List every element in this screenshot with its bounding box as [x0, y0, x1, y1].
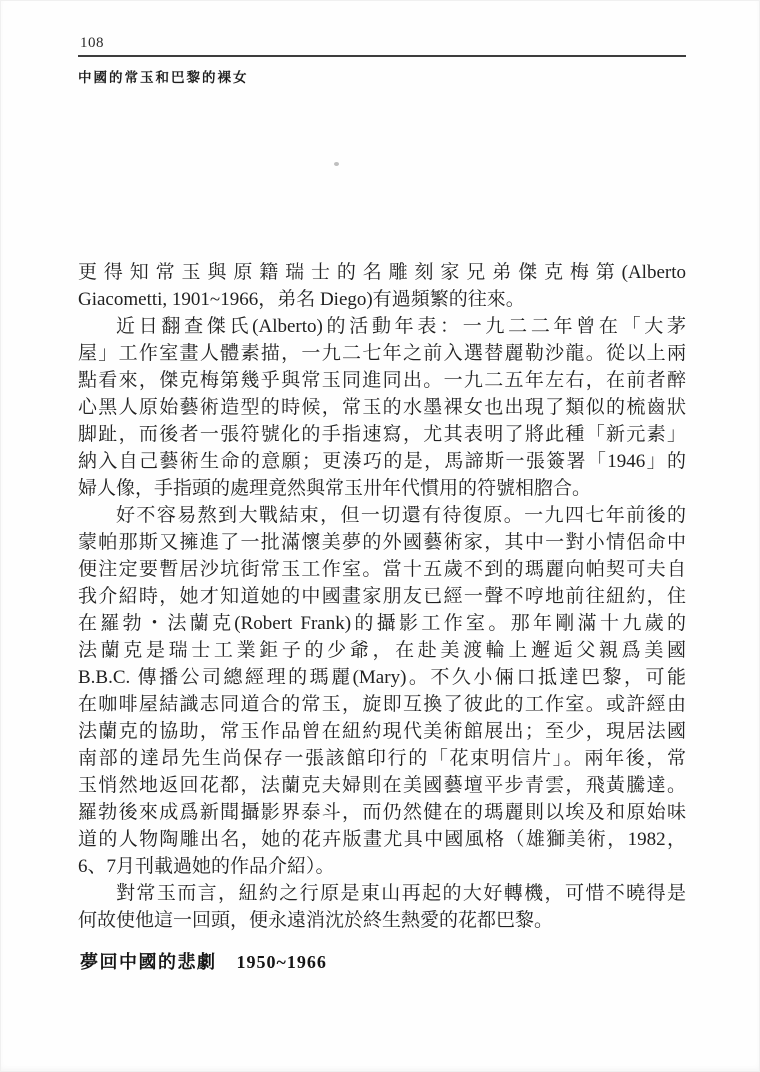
text-line: 在咖啡屋結識志同道合的常玉，旋即互換了彼此的工作室。或許經由 — [78, 694, 686, 715]
text-line: Giacometti, 1901~1966，弟名 Diego)有過頻繁的往來。 — [78, 289, 525, 310]
text-line: 點看來，傑克梅第幾乎與常玉同進同出。一九二五年左右，在前者醉 — [78, 370, 686, 391]
section-heading-years: 1950~1966 — [236, 952, 327, 972]
text-line: 法蘭克是瑞士工業鉅子的少爺，在赴美渡輪上邂逅父親爲美國 — [78, 640, 686, 661]
page-header — [78, 34, 686, 86]
text-line: 好不容易熬到大戰結束，但一切還有待復原。一九四七年前後的 — [116, 505, 686, 526]
text-line: B.B.C. 傳播公司總經理的瑪麗(Mary)。不久小倆口抵達巴黎，可能 — [78, 667, 686, 688]
text-line: 法蘭克的協助，常玉作品曾在紐約現代美術館展出；至少，現居法國 — [78, 721, 686, 742]
text-line: 屋」工作室畫人體素描，一九二七年之前入選替麗勒沙龍。從以上兩 — [78, 343, 686, 364]
text-line: 婦人像，手指頭的處理竟然與常玉卅年代慣用的符號相脗合。 — [78, 478, 592, 499]
paragraph — [78, 502, 686, 880]
text-line: 對常玉而言，紐約之行原是東山再起的大好轉機，可惜不曉得是 — [116, 883, 686, 904]
text-line: 羅勃後來成爲新聞攝影界泰斗，而仍然健在的瑪麗則以埃及和原始味 — [78, 802, 686, 823]
text-line: 便注定要暫居沙坑街常玉工作室。當十五歲不到的瑪麗向帕契可夫自 — [78, 559, 686, 580]
text-line: 南部的達昂先生尚保存一張該館印行的「花束明信片」。兩年後，常 — [78, 748, 686, 769]
text-line: 玉悄然地返回花都，法蘭克夫婦則在美國藝壇平步青雲，飛黃騰達。 — [78, 775, 686, 796]
text-line: 心黑人原始藝術造型的時候，常玉的水墨裸女也出現了類似的梳齒狀 — [78, 397, 686, 418]
text-line: 何故使他這一回頭，便永遠消沈於終生熱愛的花都巴黎。 — [78, 910, 554, 931]
paragraph — [78, 259, 686, 313]
paragraph — [78, 880, 686, 934]
scan-artifact — [334, 162, 339, 166]
text-line: 我介紹時，她才知道她的中國畫家朋友已經一聲不哼地前往紐約，住 — [78, 586, 686, 607]
header-rule — [78, 55, 686, 57]
page-number: 108 — [80, 35, 104, 51]
body-text — [78, 259, 686, 934]
text-line: 6、7月刊載過她的作品介紹）。 — [78, 856, 335, 877]
running-header: 中國的常玉和巴黎的裸女 — [78, 70, 249, 85]
paragraph — [78, 313, 686, 502]
text-line: 蒙帕那斯又擁進了一批滿懷美夢的外國藝術家，其中一對小情侶命中 — [78, 532, 686, 553]
text-line: 在羅勃・法蘭克(Robert Frank)的攝影工作室。那年剛滿十九歲的 — [78, 613, 686, 634]
text-line: 更得知常玉與原籍瑞士的名雕刻家兄弟傑克梅第(Alberto — [78, 262, 686, 283]
section-heading-title: 夢回中國的悲劇 — [80, 952, 217, 972]
section-heading — [80, 948, 327, 974]
text-line: 近日翻查傑氏(Alberto)的活動年表：一九二二年曾在「大茅 — [116, 316, 686, 337]
text-line: 道的人物陶雕出名，她的花卉版畫尤具中國風格（雄獅美術，1982， — [78, 829, 686, 850]
text-line: 脚趾，而後者一張符號化的手指速寫，尤其表明了將此種「新元素」 — [78, 424, 686, 445]
text-line: 納入自己藝術生命的意願；更湊巧的是，馬諦斯一張簽署「1946」的 — [78, 451, 686, 472]
